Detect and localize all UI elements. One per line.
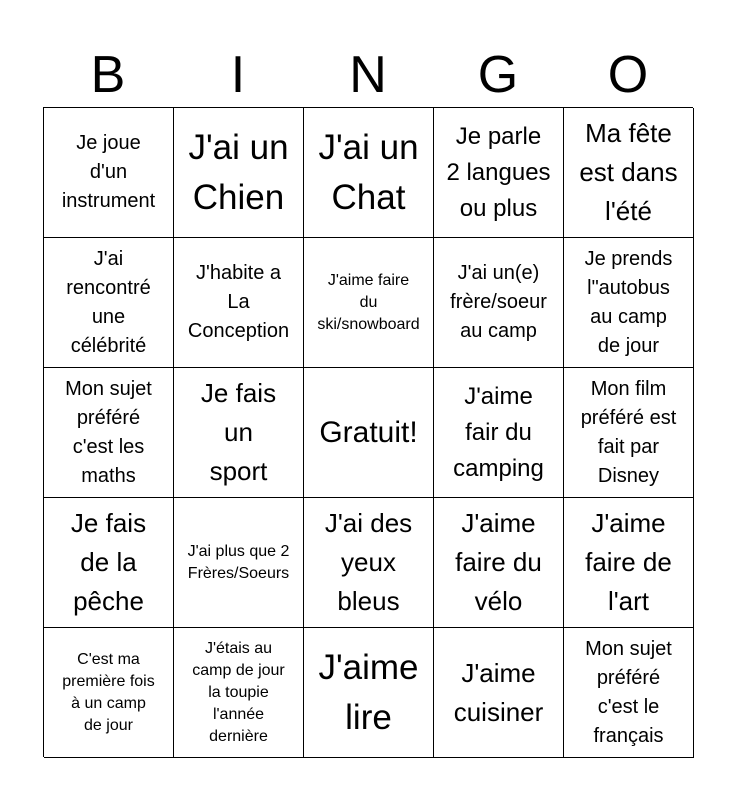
bingo-cell-r1-c2[interactable] (174, 108, 304, 238)
bingo-cell-r3-c4[interactable] (434, 368, 564, 498)
bingo-grid (43, 107, 693, 757)
bingo-cell-r2-c5[interactable] (564, 238, 694, 368)
bingo-cell-r3-c3[interactable] (304, 368, 434, 498)
bingo-cell-r5-c1[interactable] (44, 628, 174, 758)
bingo-cell-r5-c5[interactable] (564, 628, 694, 758)
bingo-cell-r4-c2[interactable] (174, 498, 304, 628)
cell-text: Je fais un sport (200, 378, 277, 486)
cell-text: Mon sujet préféré c'est les maths (65, 377, 152, 487)
bingo-cell-r4-c4[interactable] (434, 498, 564, 628)
cell-text: J'aime faire du vélo (455, 508, 542, 616)
cell-text: Gratuit! (319, 416, 418, 449)
cell-text: Je parle 2 langues ou plus (446, 122, 551, 222)
cell-text: J'habite a La Conception (187, 262, 290, 342)
cell-text: J'ai un Chat (318, 127, 419, 217)
bingo-cell-r3-c1[interactable] (44, 368, 174, 498)
bingo-cell-r2-c4[interactable] (434, 238, 564, 368)
bingo-cell-r3-c2[interactable] (174, 368, 304, 498)
cell-text: Je prends l"autobus au camp de jour (584, 247, 673, 357)
header-letter-g: G (477, 46, 519, 104)
cell-text: J'aime faire du ski/snowboard (317, 271, 420, 333)
bingo-cell-r5-c4[interactable] (434, 628, 564, 758)
cell-text: J'ai un(e) frère/soeur au camp (450, 262, 547, 342)
cell-text: J'aime lire (318, 647, 419, 737)
bingo-header (43, 42, 693, 108)
cell-text: Je fais de la pêche (70, 508, 147, 616)
header-letter-o: O (607, 46, 649, 104)
cell-text: J'étais au camp de jour la toupie l'année dernière (192, 639, 285, 745)
bingo-cell-r5-c3[interactable] (304, 628, 434, 758)
cell-text: J'aime cuisiner (453, 657, 544, 727)
bingo-cell-r2-c2[interactable] (174, 238, 304, 368)
cell-text: C'est ma première fois à un camp de jour (62, 650, 155, 734)
cell-text: J'ai rencontré une célébrité (66, 247, 151, 357)
bingo-cell-r4-c5[interactable] (564, 498, 694, 628)
cell-text: J'ai des yeux bleus (324, 508, 413, 616)
bingo-cell-r1-c5[interactable] (564, 108, 694, 238)
cell-text: Mon film préféré est fait par Disney (580, 377, 677, 487)
bingo-cell-r1-c3[interactable] (304, 108, 434, 238)
bingo-cell-r1-c1[interactable] (44, 108, 174, 238)
bingo-cell-r1-c4[interactable] (434, 108, 564, 238)
header-letter-i: I (230, 46, 246, 104)
bingo-cell-r2-c3[interactable] (304, 238, 434, 368)
bingo-cell-r4-c1[interactable] (44, 498, 174, 628)
header-letter-n: N (349, 46, 387, 104)
cell-text: Ma fête est dans l'été (579, 118, 678, 226)
header-letter-b: B (90, 46, 126, 104)
cell-text: J'ai plus que 2 Frères/Soeurs (187, 542, 290, 582)
bingo-cell-r3-c5[interactable] (564, 368, 694, 498)
cell-text: J'ai un Chien (188, 127, 289, 217)
cell-text: J'aime faire de l'art (585, 508, 672, 616)
cell-text: J'aime fair du camping (453, 382, 544, 482)
cell-text: Mon sujet préféré c'est le français (585, 637, 672, 747)
bingo-cell-r4-c3[interactable] (304, 498, 434, 628)
bingo-cell-r5-c2[interactable] (174, 628, 304, 758)
cell-text: Je joue d'un instrument (61, 132, 156, 212)
bingo-cell-r2-c1[interactable] (44, 238, 174, 368)
